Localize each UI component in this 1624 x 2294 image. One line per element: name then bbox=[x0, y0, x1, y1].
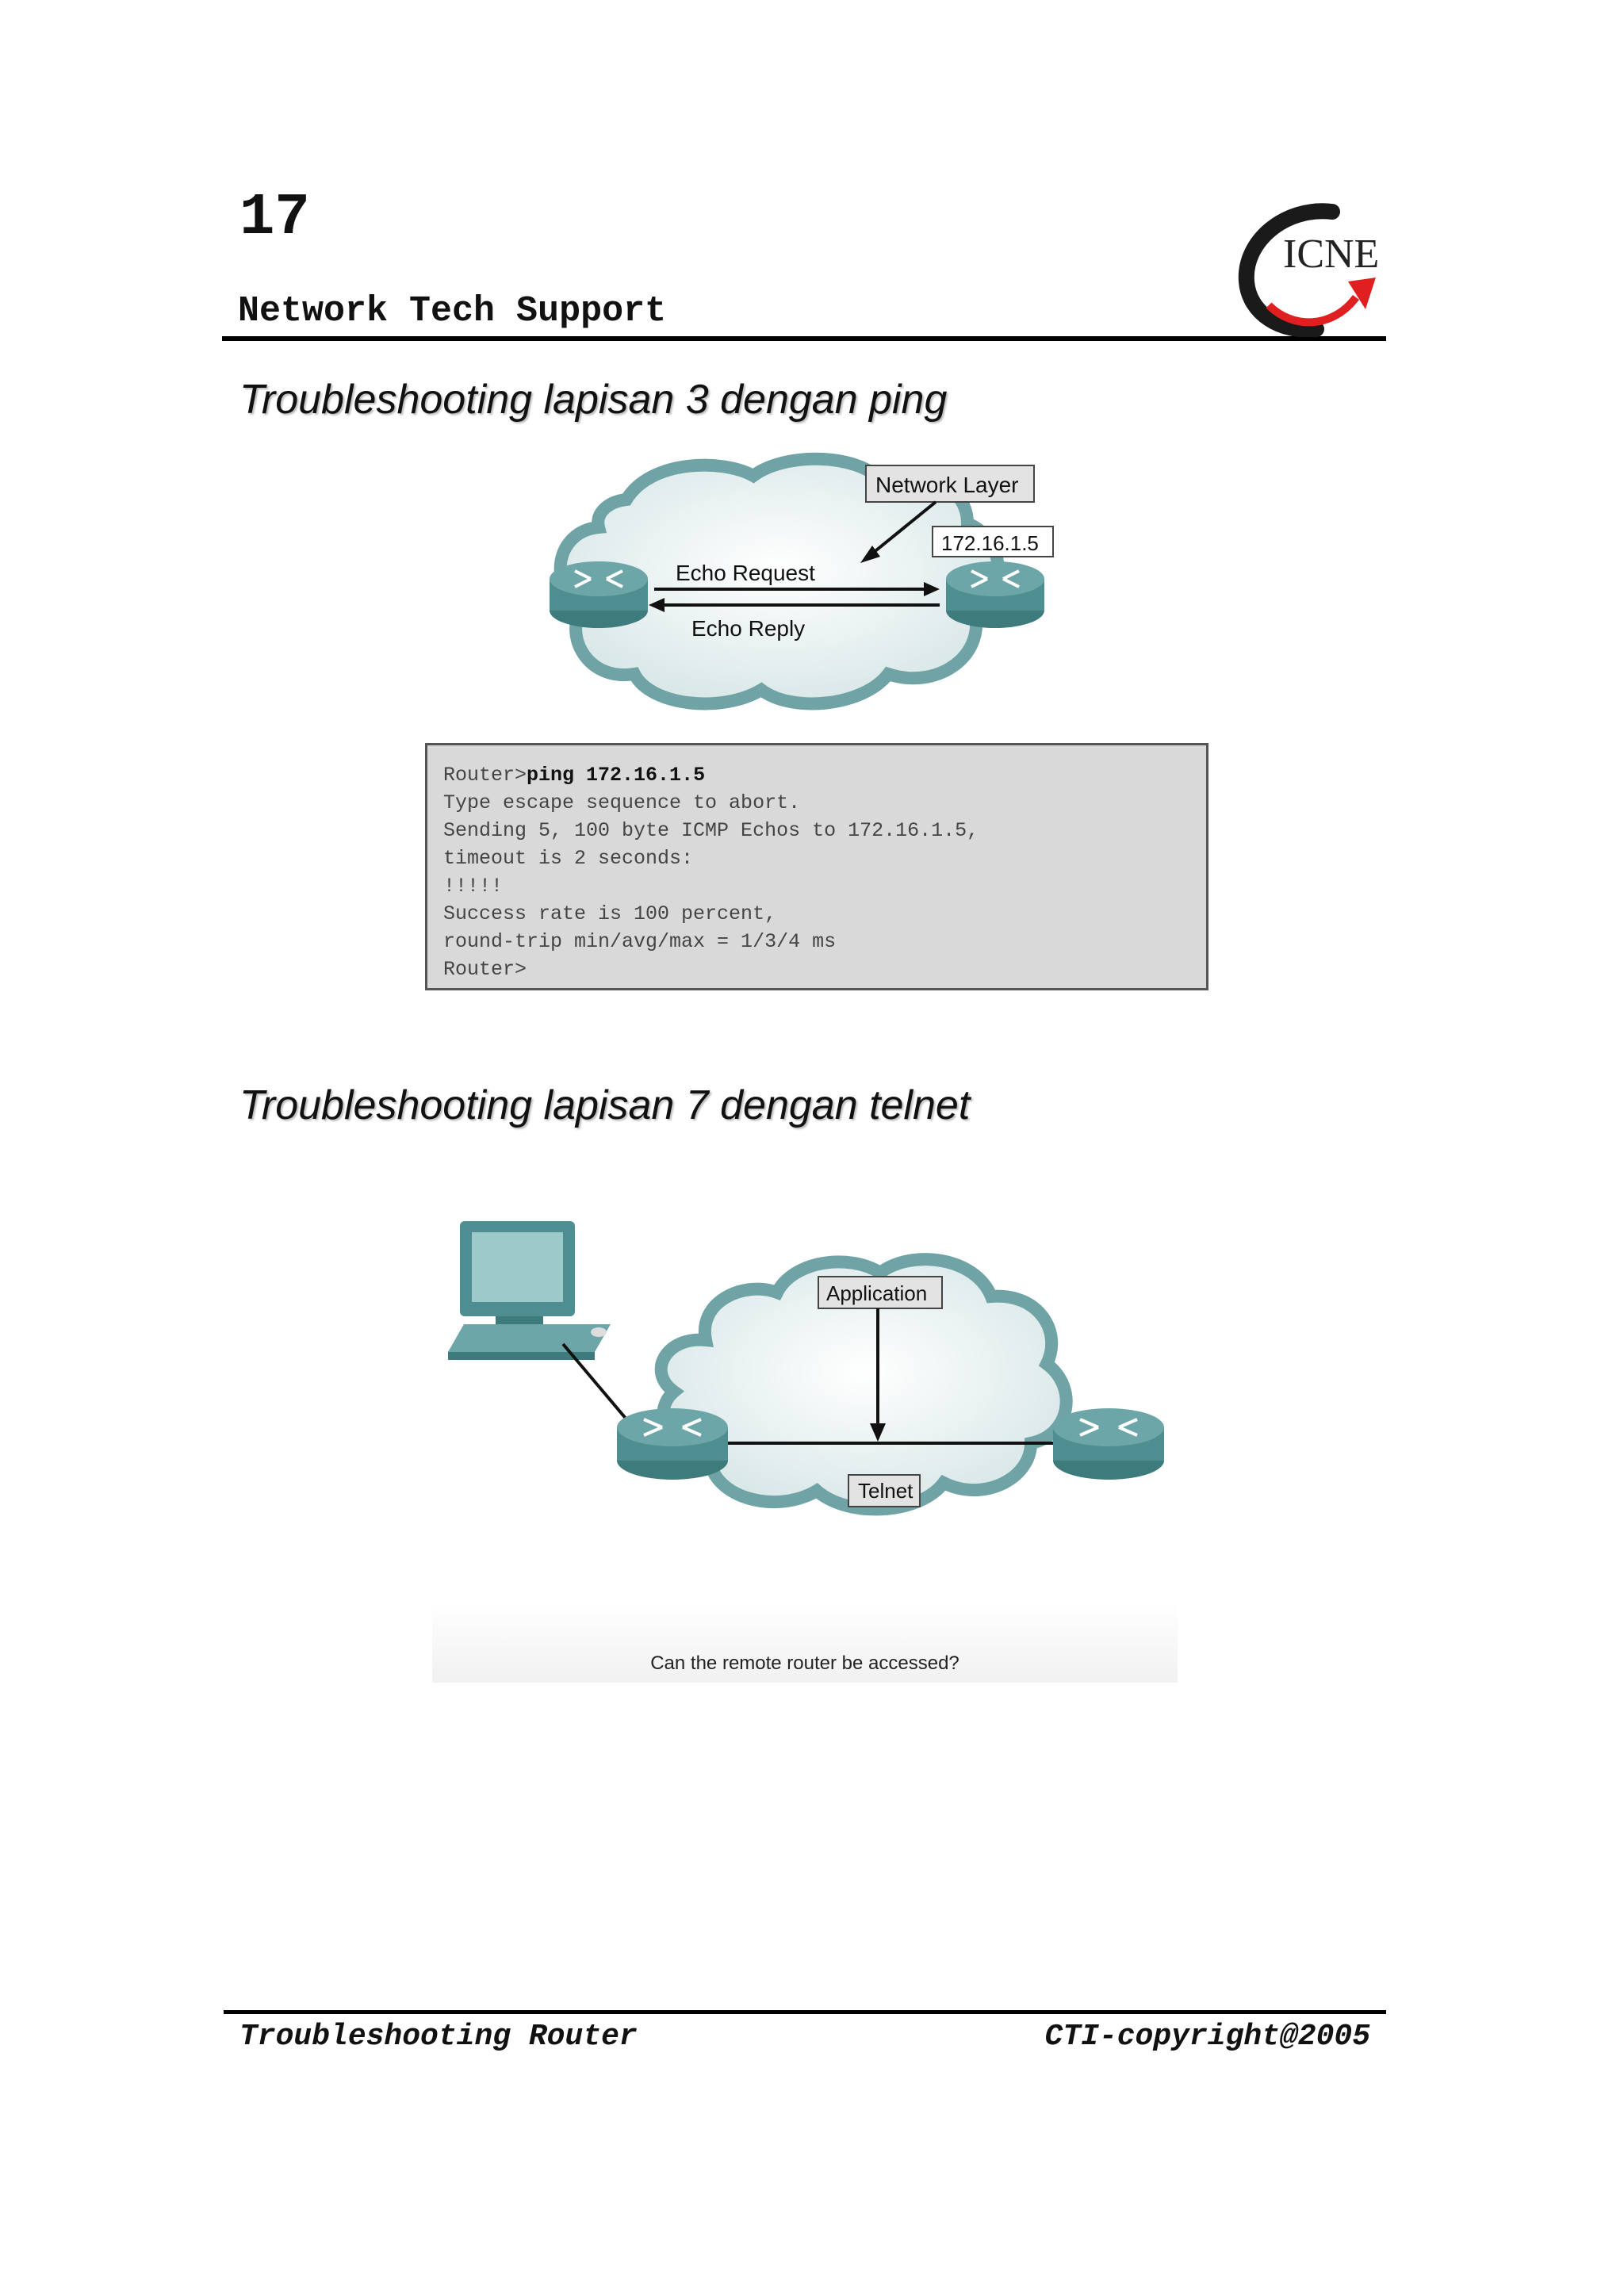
terminal-line: !!!!! bbox=[443, 875, 504, 898]
echo-request-label: Echo Request bbox=[676, 561, 815, 585]
terminal-line: Sending 5, 100 byte ICMP Echos to 172.16.1.5, bbox=[443, 819, 979, 842]
router-left-icon bbox=[617, 1408, 728, 1480]
ping-diagram bbox=[539, 444, 1078, 745]
terminal-output bbox=[425, 743, 1208, 990]
router-right-icon bbox=[1053, 1408, 1164, 1480]
router-left-icon bbox=[550, 561, 648, 628]
telnet-label: Telnet bbox=[858, 1479, 914, 1503]
footer-rule bbox=[224, 2010, 1386, 2014]
application-label: Application bbox=[826, 1281, 928, 1305]
telnet-diagram bbox=[436, 1205, 1189, 1570]
section-title-telnet: Troubleshooting lapisan 7 dengan telnet bbox=[239, 1082, 971, 1128]
terminal-line: timeout is 2 seconds: bbox=[443, 847, 694, 870]
terminal-line: Success rate is 100 percent, bbox=[443, 902, 777, 925]
terminal-prompt: Router> bbox=[443, 764, 527, 787]
ip-address-label: 172.16.1.5 bbox=[941, 531, 1039, 555]
computer-icon bbox=[448, 1221, 611, 1360]
header-rule bbox=[222, 336, 1386, 341]
network-layer-label: Network Layer bbox=[875, 473, 1019, 497]
logo-text: ICNE bbox=[1283, 232, 1380, 277]
header-title: Network Tech Support bbox=[238, 291, 667, 331]
echo-reply-label: Echo Reply bbox=[691, 616, 806, 641]
footer-right: CTI-copyright@2005 bbox=[1044, 2020, 1370, 2054]
footer-left: Troubleshooting Router bbox=[239, 2020, 638, 2054]
terminal-line: Router> bbox=[443, 958, 527, 981]
page-number: 17 bbox=[239, 185, 310, 251]
diagram-caption: Can the remote router be accessed? bbox=[650, 1653, 959, 1674]
terminal-command: ping 172.16.1.5 bbox=[527, 764, 706, 787]
icne-logo bbox=[1237, 202, 1388, 337]
section-title-ping: Troubleshooting lapisan 3 dengan ping bbox=[239, 377, 948, 423]
router-right-icon bbox=[946, 561, 1044, 628]
terminal-line: round-trip min/avg/max = 1/3/4 ms bbox=[443, 930, 837, 953]
terminal-line: Type escape sequence to abort. bbox=[443, 791, 801, 814]
